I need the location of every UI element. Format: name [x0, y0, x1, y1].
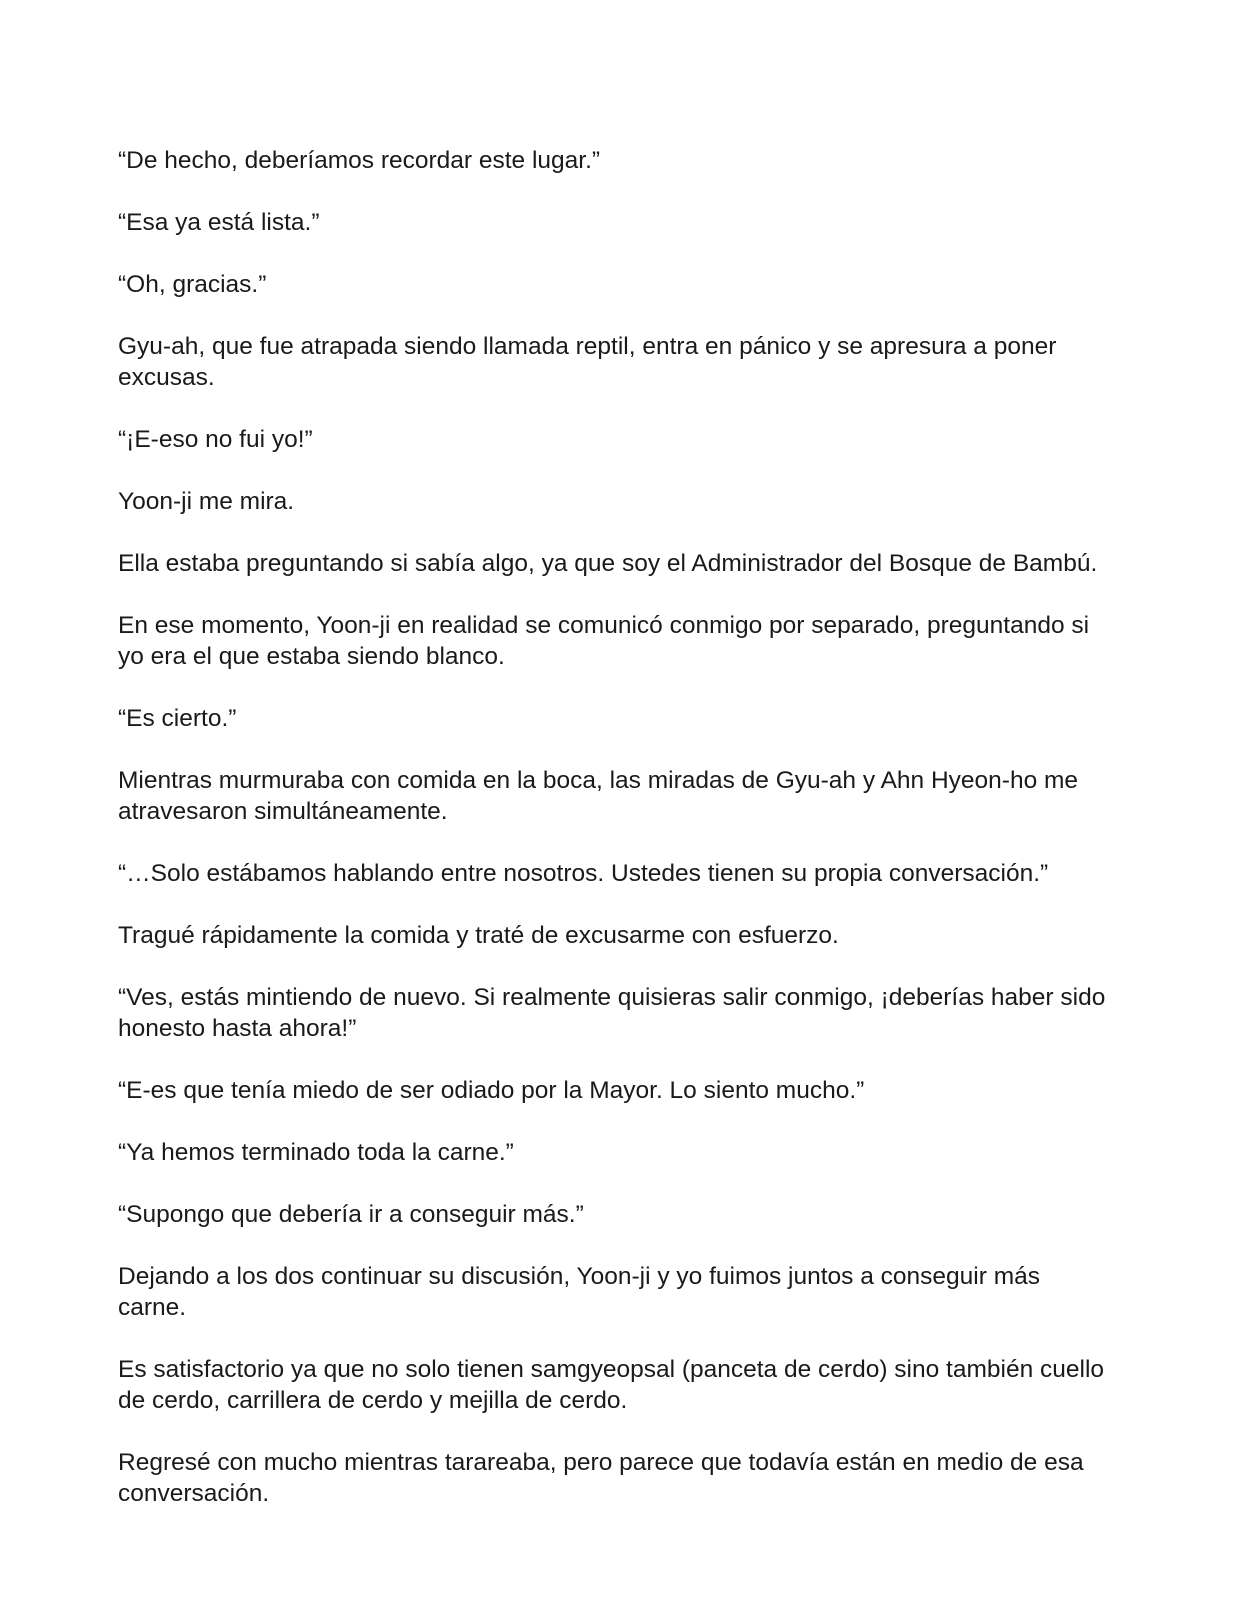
paragraph: “Es cierto.” — [118, 705, 237, 732]
paragraph: “Ya hemos terminado toda la carne.” — [118, 1139, 514, 1166]
paragraph: En ese momento, Yoon-ji en realidad se comunicó conmigo por separado, preguntando si yo era el que estaba siendo blanco. — [118, 612, 1090, 670]
paragraph: Mientras murmuraba con comida en la boca, las miradas de Gyu-ah y Ahn Hyeon-ho me atravesaron simultáneamente. — [118, 767, 1079, 825]
paragraph: “E-es que tenía miedo de ser odiado por la Mayor. Lo siento mucho.” — [118, 1077, 865, 1104]
paragraph: Gyu-ah, que fue atrapada siendo llamada reptil, entra en pánico y se apresura a poner excusas. — [118, 333, 1057, 391]
paragraph: “Esa ya está lista.” — [118, 209, 320, 236]
document-body — [118, 145, 1108, 1540]
paragraph: Ella estaba preguntando si sabía algo, ya que soy el Administrador del Bosque de Bambú. — [118, 550, 1098, 577]
paragraph: “Ves, estás mintiendo de nuevo. Si realmente quisieras salir conmigo, ¡deberías haber sido honesto hasta ahora!” — [118, 984, 1106, 1042]
paragraph: “…Solo estábamos hablando entre nosotros. Ustedes tienen su propia conversación.” — [118, 860, 1049, 887]
paragraph: Es satisfactorio ya que no solo tienen samgyeopsal (panceta de cerdo) sino también cuello de cerdo, carrillera de cerdo y mejilla de cerdo. — [118, 1356, 1105, 1414]
paragraph: Tragué rápidamente la comida y traté de excusarme con esfuerzo. — [118, 922, 839, 949]
paragraph: Yoon-ji me mira. — [118, 488, 295, 515]
paragraph: “De hecho, deberíamos recordar este lugar.” — [118, 147, 601, 174]
paragraph: Regresé con mucho mientras tarareaba, pero parece que todavía están en medio de esa conversación. — [118, 1449, 1084, 1507]
paragraph: “Oh, gracias.” — [118, 271, 267, 298]
paragraph: “Supongo que debería ir a conseguir más.” — [118, 1201, 584, 1228]
paragraph: “¡E-eso no fui yo!” — [118, 426, 313, 453]
paragraph: Dejando a los dos continuar su discusión, Yoon-ji y yo fuimos juntos a conseguir más carne. — [118, 1263, 1040, 1321]
